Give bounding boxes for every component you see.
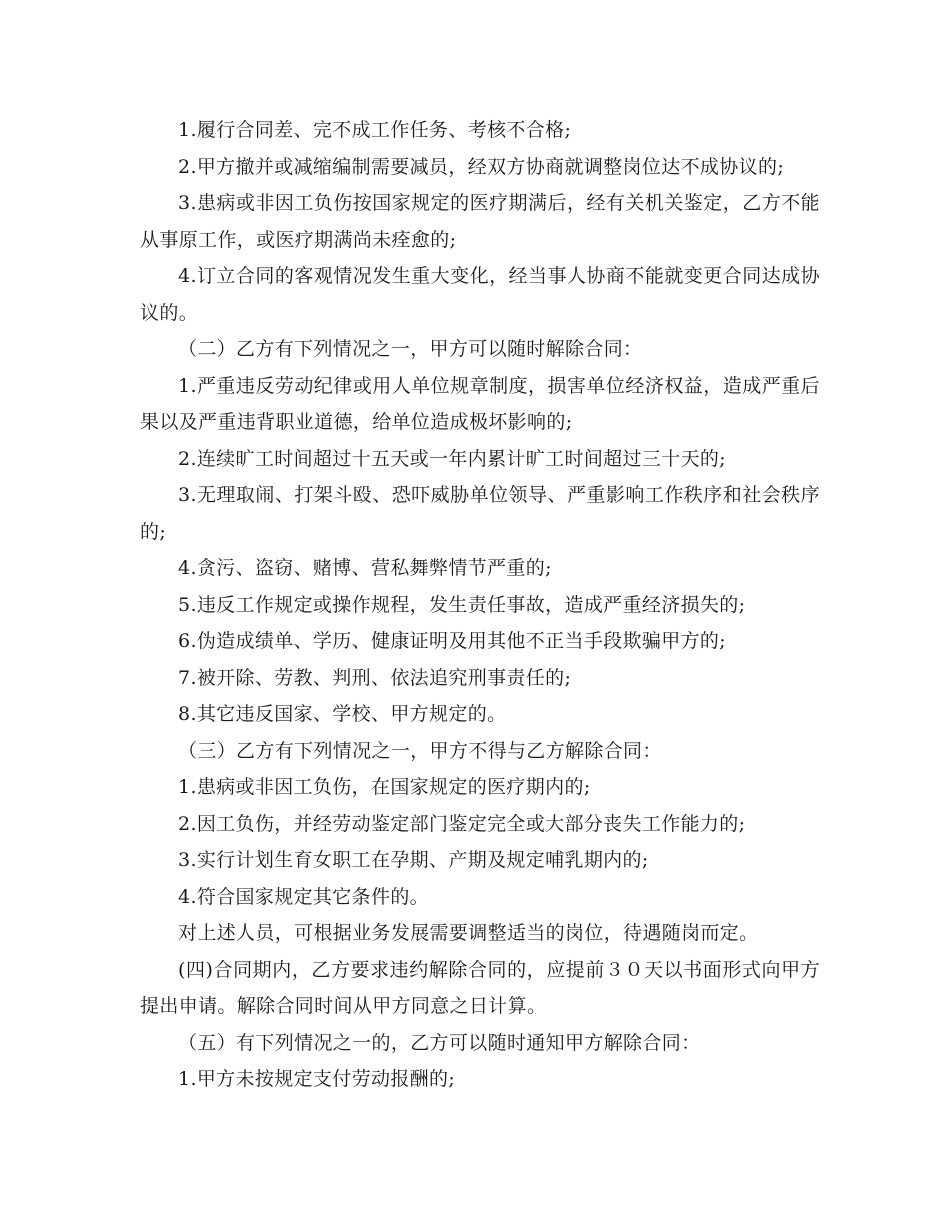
paragraph: 2.连续旷工时间超过十五天或一年内累计旷工时间超过三十天的; [178,447,727,470]
paragraph: 5.违反工作规定或操作规程，发生责任事故，造成严重经济损失的; [178,593,746,616]
paragraph: 1.履行合同差、完不成工作任务、考核不合格; [178,119,572,141]
paragraph: 对上述人员，可根据业务发展需要调整适当的岗位，待遇随岗而定。 [178,922,759,944]
paragraph: 8.其它违反国家、学校、甲方规定的。 [178,703,507,725]
paragraph: 2.甲方撤并或减缩编制需要减员，经双方协商就调整岗位达不成协议的; [178,155,785,178]
paragraph: 4.符合国家规定其它条件的。 [178,885,430,908]
section-heading: （三）乙方有下列情况之一，甲方不得与乙方解除合同： [178,739,662,762]
section-heading: （五）有下列情况之一的，乙方可以随时通知甲方解除合同： [178,1031,701,1054]
paragraph: 3.患病或非因工负伤按国家规定的医疗期满后，经有关机关鉴定，乙方不能从事原工作，或医疗期满尚未痊愈的; [140,192,820,251]
paragraph: 1.患病或非因工负伤，在国家规定的医疗期内的; [178,776,591,798]
section-heading: (四)合同期内，乙方要求违约解除合同的，应提前３０天以书面形式向甲方提出申请。解除合同时间从甲方同意之日计算。 [140,958,820,1017]
paragraph: 2.因工负伤，并经劳动鉴定部门鉴定完全或大部分丧失工作能力的; [178,812,746,835]
paragraph: 1.严重违反劳动纪律或用人单位规章制度，损害单位经济权益，造成严重后果以及严重违背职业道德，给单位造成极坏影响的; [140,374,820,433]
paragraph: 4.贪污、盗窃、赌博、营私舞弊情节严重的; [178,557,552,579]
section-heading: （二）乙方有下列情况之一，甲方可以随时解除合同： [178,338,643,360]
paragraph: 3.无理取闹、打架斗殴、恐吓威胁单位领导、严重影响工作秩序和社会秩序的; [140,484,820,543]
paragraph: 6.伪造成绩单、学历、健康证明及用其他不正当手段欺骗甲方的; [178,630,727,652]
paragraph: 7.被开除、劳教、判刑、依法追究刑事责任的; [178,666,572,689]
paragraph: 3.实行计划生育女职工在孕期、产期及规定哺乳期内的; [178,849,649,871]
document-body [140,112,820,1098]
paragraph: 4.订立合同的客观情况发生重大变化，经当事人协商不能就变更合同达成协议的。 [140,265,820,324]
paragraph: 1.甲方未按规定支付劳动报酬的; [178,1068,456,1090]
